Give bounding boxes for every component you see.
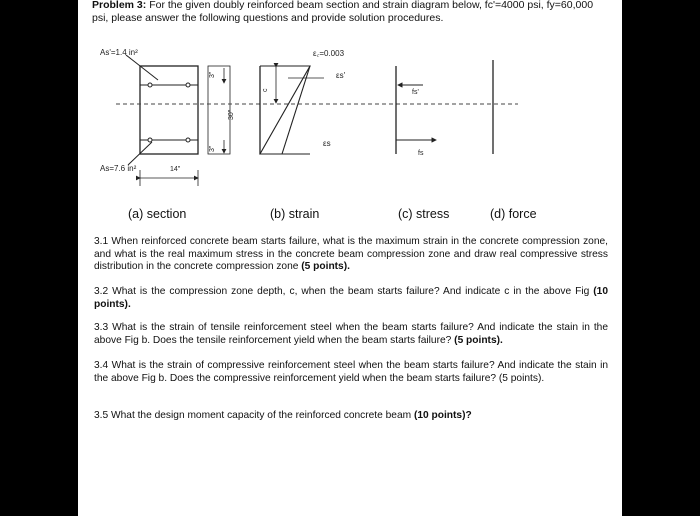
top-rebar-right: [186, 83, 190, 87]
question-3-2-points: (10 points).: [94, 286, 608, 310]
strain-profile: [260, 66, 310, 154]
bottom-rebar-right: [186, 138, 190, 142]
question-3-2-text: 3.2 What is the compression zone depth, c, when the beam starts failure? And indicate c in the above Fig: [94, 286, 590, 297]
cover-bottom-label: 3": [209, 145, 216, 152]
question-3-5: [94, 410, 608, 423]
c-label: c: [262, 88, 269, 92]
eps-c-label: ε꜀=0.003: [313, 49, 345, 58]
question-3-1: [94, 236, 608, 274]
strain-diagram: [260, 49, 346, 154]
eps-s-label: εs: [323, 139, 331, 148]
question-3-3-points: (5 points).: [454, 334, 503, 346]
question-3-4: [94, 360, 608, 385]
document-page: [78, 0, 622, 516]
question-3-3: [94, 322, 608, 347]
question-3-1-text: 3.1 When reinforced concrete beam starts failure, what is the maximum strain in the concrete compression zone, and what is the real maximum stress in the concrete beam compression zone and draw real compressive stress distribution in the concrete compression zone: [94, 236, 608, 273]
question-3-4-text: 3.4 What is the strain of compressive reinforcement steel when the beam starts failure? And indicate the stain in the above Fig b. Does the compressive reinforcement yield when the beam starts failure? (5 points).: [94, 360, 608, 384]
caption-stress: (c) stress: [398, 207, 450, 221]
depth-label: 30": [228, 109, 235, 120]
question-3-3-text: 3.3 What is the strain of tensile reinforcement steel when the beam starts failure? And indicate the stain in the above Fig b. Does the tensile reinforcement yield when the beam starts failure?: [94, 322, 608, 346]
problem-label: Problem 3:: [92, 0, 147, 11]
caption-section: (a) section: [128, 207, 187, 221]
problem-text: For the given doubly reinforced beam section and strain diagram below, fc'=4000 psi, fy=60,000 psi, please answer the following questions and provide solution procedures.: [92, 0, 594, 24]
strain-line: [282, 66, 310, 154]
bottom-rebar-left: [148, 138, 152, 142]
as-prime-leader: [126, 55, 158, 80]
cover-top-label: 3": [209, 71, 216, 78]
top-rebar-left: [148, 83, 152, 87]
as-label: As=7.6 in²: [100, 164, 137, 173]
question-3-5-points: (10 points)?: [413, 410, 472, 421]
fs-label: fs: [418, 150, 424, 157]
width-label: 14": [170, 166, 181, 173]
caption-force: (d) force: [490, 207, 537, 221]
beam-section: [100, 48, 235, 186]
stress-diagram: [396, 66, 436, 157]
fs-prime-label: fs': [412, 89, 419, 96]
depth-dimension-box: [208, 66, 230, 154]
question-3-5-text: 3.5 What the design moment capacity of the reinforced concrete beam: [94, 410, 412, 421]
eps-s-prime-label: εs': [336, 71, 346, 80]
beam-figure: [78, 0, 622, 200]
question-3-2: [94, 286, 608, 311]
question-3-1-points: (5 points).: [301, 261, 350, 273]
caption-strain: (b) strain: [270, 207, 320, 221]
as-prime-label: As'=1.4 in²: [100, 48, 138, 57]
